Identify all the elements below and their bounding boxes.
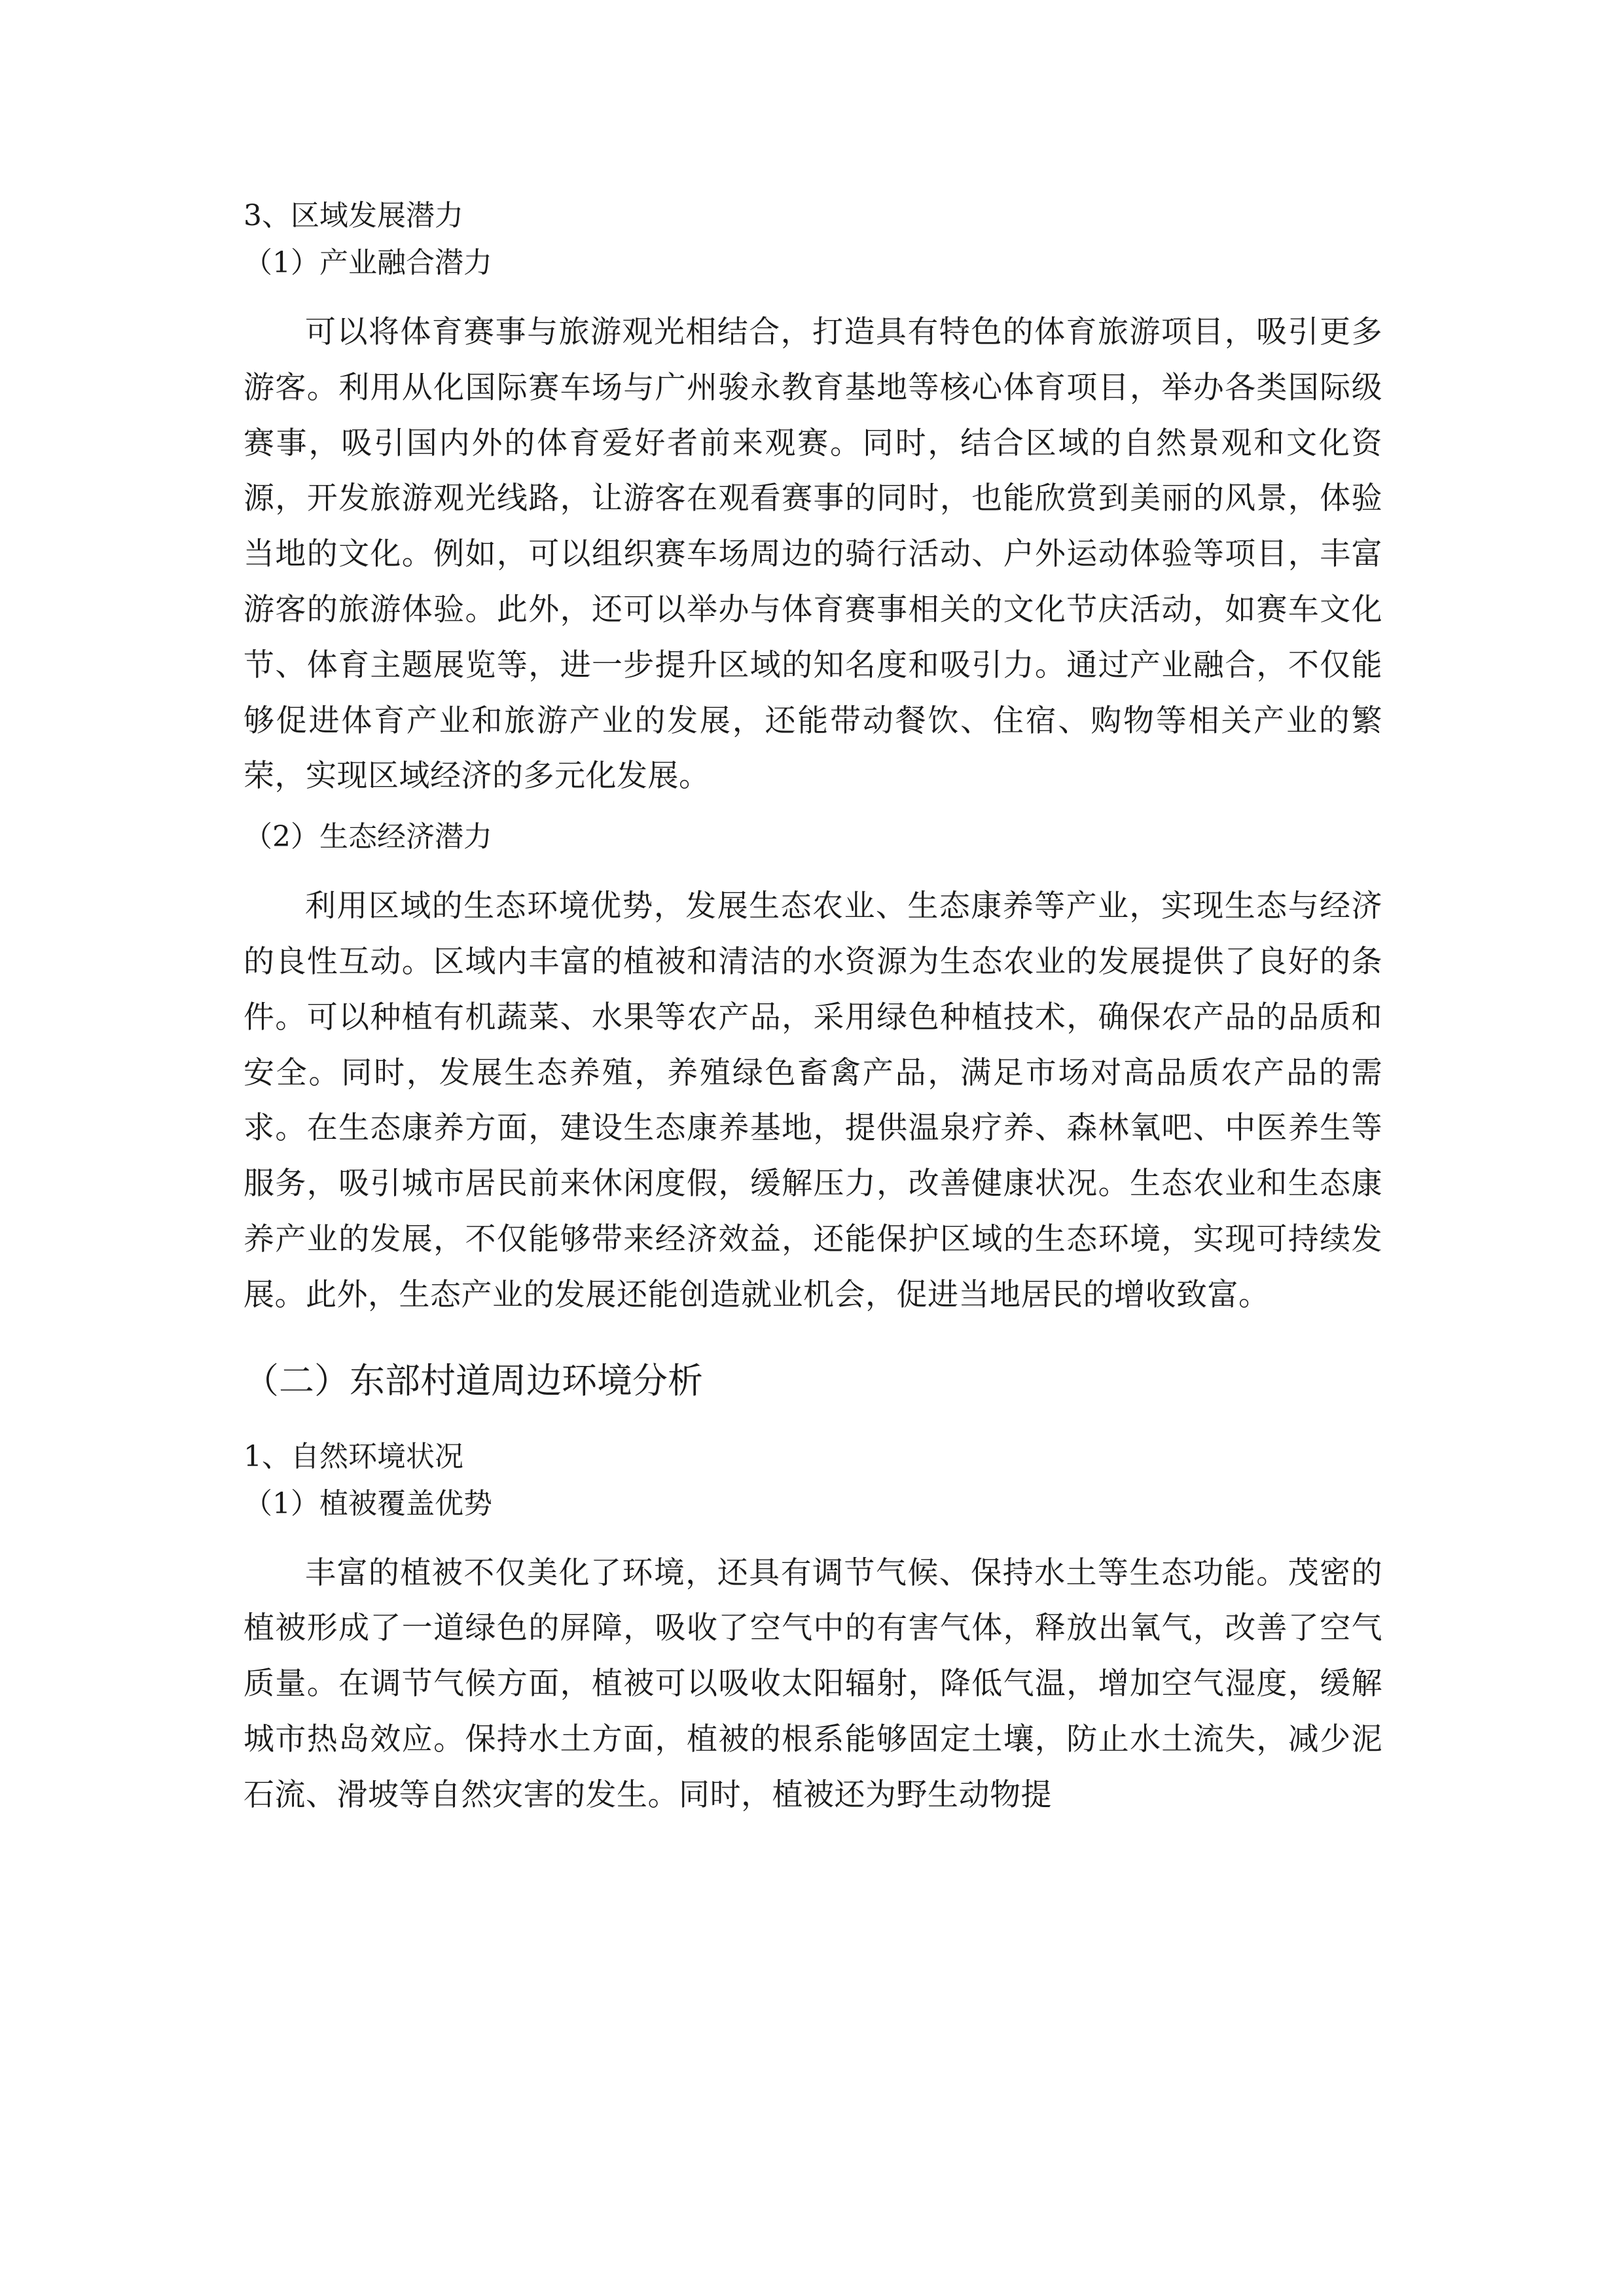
section-heading: 3、区域发展潜力 bbox=[244, 199, 463, 232]
section-heading: 1、自然环境状况 bbox=[244, 1439, 463, 1473]
paragraph: 利用区域的生态环境优势，发展生态农业、生态康养等产业，实现生态与经济的良性互动。区域内丰富的植被和清洁的水资源为生态农业的发展提供了良好的条件。可以种植有机蔬菜、水果等农产品，采用绿色种植技术，确保农产品的品质和安全。同时，发展生态养殖，养殖绿色畜禽产品，满足市场对高品质农产品的需求。在生态康养方面，建设生态康养基地，提供温泉疗养、森林氧吧、中医养生等服务，吸引城市居民前来休闲度假，缓解压力，改善健康状况。生态农业和生态康养产业的发展，不仅能够带来经济效益，还能保护区域的生态环境，实现可持续发展。此外，生态产业的发展还能创造就业机会，促进当地居民的增收致富。 bbox=[244, 888, 1382, 1313]
subsection-heading: （1）产业融合潜力 bbox=[244, 246, 492, 279]
subsection-heading: （1）植被覆盖优势 bbox=[244, 1486, 492, 1520]
part-heading: （二）东部村道周边环境分析 bbox=[244, 1359, 703, 1401]
paragraph: 可以将体育赛事与旅游观光相结合，打造具有特色的体育旅游项目，吸引更多游客。利用从化国际赛车场与广州骏永教育基地等核心体育项目，举办各类国际级赛事，吸引国内外的体育爱好者前来观赛。同时，结合区域的自然景观和文化资源，开发旅游观光线路，让游客在观看赛事的同时，也能欣赏到美丽的风景，体验当地的文化。例如，可以组织赛车场周边的骑行活动、户外运动体验等项目，丰富游客的旅游体验。此外，还可以举办与体育赛事相关的文化节庆活动，如赛车文化节、体育主题展览等，进一步提升区域的知名度和吸引力。通过产业融合，不仅能够促进体育产业和旅游产业的发展，还能带动餐饮、住宿、购物等相关产业的繁荣，实现区域经济的多元化发展。 bbox=[244, 314, 1382, 795]
document-body bbox=[244, 194, 1382, 1834]
subsection-heading: （2）生态经济潜力 bbox=[244, 820, 492, 854]
paragraph: 丰富的植被不仅美化了环境，还具有调节气候、保持水土等生态功能。茂密的植被形成了一道绿色的屏障，吸收了空气中的有害气体，释放出氧气，改善了空气质量。在调节气候方面，植被可以吸收太阳辐射，降低气温，增加空气湿度，缓解城市热岛效应。保持水土方面，植被的根系能够固定土壤，防止水土流失，减少泥石流、滑坡等自然灾害的发生。同时，植被还为野生动物提 bbox=[244, 1554, 1382, 1813]
